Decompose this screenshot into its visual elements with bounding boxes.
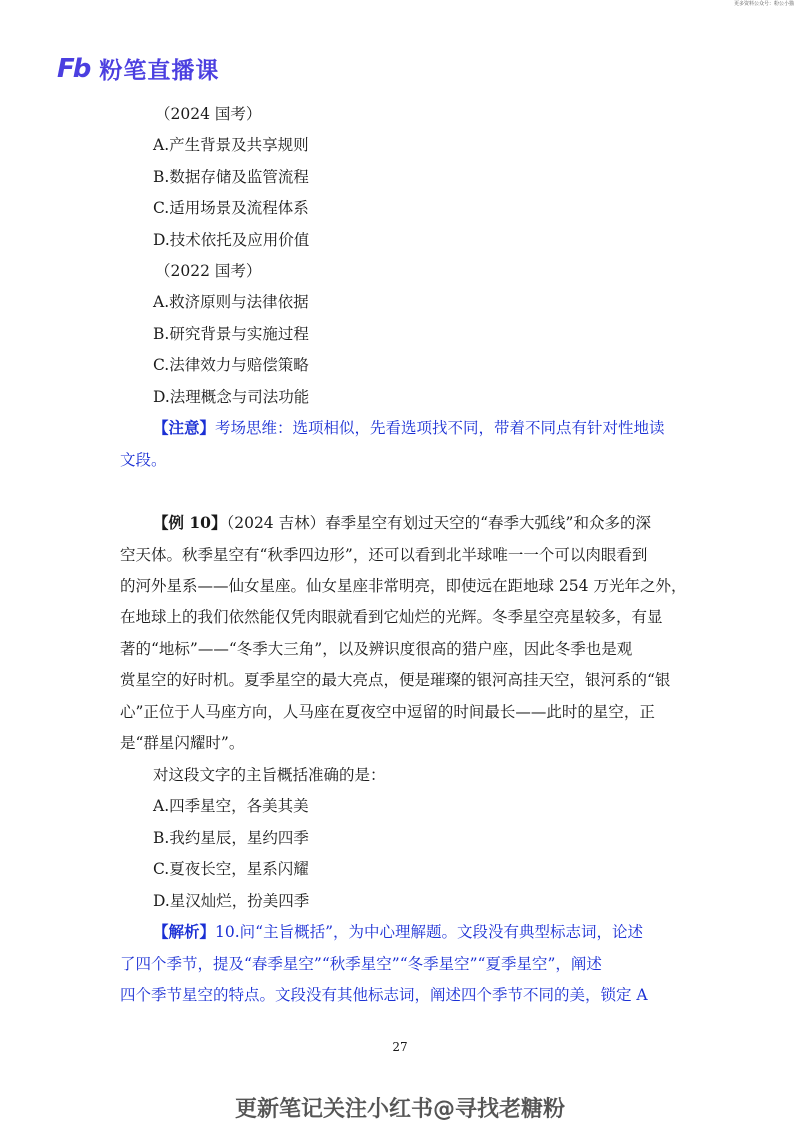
analysis-tag: 【解析】: [153, 922, 216, 941]
analysis-line: [153, 922, 643, 942]
option-d: D.法理概念与司法功能: [153, 388, 310, 406]
analysis-line: 四个季节星空的特点。文段没有其他标志词，阐述四个季节不同的美，锁定 A: [120, 986, 648, 1004]
example-line: 是“群星闪耀时”。: [120, 734, 245, 752]
option-b: B.数据存储及监管流程: [153, 168, 309, 186]
question-source: （2024 国考）: [155, 105, 262, 123]
option-b: B.我约星辰，星约四季: [153, 829, 309, 847]
example-line: 在地球上的我们依然能仅凭肉眼就看到它灿烂的光辉。冬季星空亮星较多，有显: [120, 608, 663, 626]
note-tag: 【注意】: [153, 418, 216, 437]
logo-mark: Fb: [57, 53, 90, 84]
note-text: 考场思维：选项相似，先看选项找不同，带着不同点有针对性地读: [215, 419, 665, 437]
analysis-line: 了四个季节，提及“春季星空”“秋季星空”“冬季星空”“夏季星空”，阐述: [120, 955, 602, 973]
footer-watermark: 更新笔记关注小红书@寻找老糖粉: [234, 1097, 565, 1122]
option-c: C.夏夜长空，星系闪耀: [153, 860, 309, 878]
option-a: A.四季星空，各美其美: [153, 797, 309, 815]
option-b: B.研究背景与实施过程: [153, 325, 309, 343]
example-tag: 【例 10】: [153, 513, 227, 532]
page-number: 27: [392, 1040, 408, 1054]
brand-logo: [57, 52, 219, 85]
example-line: 的河外星系——仙女星座。仙女星座非常明亮，即使远在距地球 254 万光年之外，: [120, 577, 687, 595]
question-stem: 对这段文字的主旨概括准确的是：: [153, 766, 386, 784]
note-line: [153, 418, 665, 438]
example-line: [153, 513, 651, 533]
top-note: 更多资料公众号：粉公小猫: [733, 1, 794, 7]
option-d: D.星汉灿烂，扮美四季: [153, 892, 310, 910]
option-a: A.救济原则与法律依据: [153, 293, 309, 311]
option-a: A.产生背景及共享规则: [153, 136, 309, 154]
example-line: 赏星空的好时机。夏季星空的最大亮点，便是璀璨的银河高挂天空，银河系的“银: [120, 671, 671, 689]
example-line: 空天体。秋季星空有“秋季四边形”，还可以看到北半球唯一一个可以肉眼看到: [120, 546, 648, 564]
option-c: C.适用场景及流程体系: [153, 199, 309, 217]
note-line: 文段。: [120, 451, 167, 469]
example-line: 心”正位于人马座方向，人马座在夏夜空中逗留的时间最长——此时的星空，正: [120, 703, 655, 721]
analysis-text: 10.问“主旨概括”，为中心理解题。文段没有典型标志词，论述: [215, 923, 644, 941]
option-d: D.技术依托及应用价值: [153, 231, 310, 249]
question-source: （2022 国考）: [155, 262, 262, 280]
logo-text: 粉笔直播课: [99, 58, 220, 84]
example-text: （2024 吉林）春季星空有划过天空的“春季大弧线”和众多的深: [226, 514, 651, 532]
option-c: C.法律效力与赔偿策略: [153, 356, 309, 374]
example-line: 著的“地标”——“冬季大三角”，以及辨识度很高的猎户座，因此冬季也是观: [120, 640, 633, 658]
